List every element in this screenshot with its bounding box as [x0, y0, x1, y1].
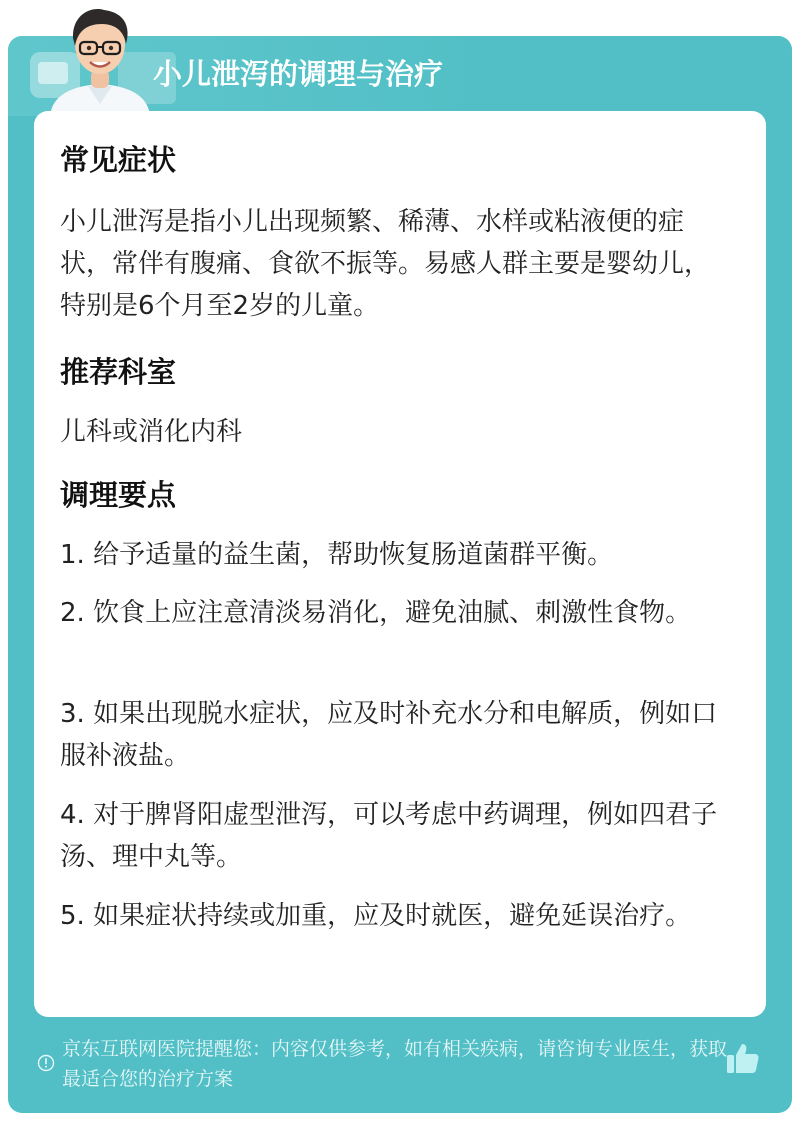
doctor-avatar-icon: [40, 0, 160, 116]
care-point-item: 2. 饮食上应注意清淡易消化，避免油腻、刺激性食物。: [60, 598, 692, 628]
thumbs-up-icon[interactable]: [724, 1040, 760, 1076]
care-point-item: 3. 如果出现脱水症状，应及时补充水分和电解质，例如口服补液盐。: [60, 699, 718, 771]
symptoms-paragraph: 小儿泄泻是指小儿出现频繁、稀薄、水样或粘液便的症状，常伴有腹痛、食欲不振等。易感人群主要是婴幼儿，特别是6个月至2岁的儿童。: [60, 207, 711, 321]
care-point-item: 4. 对于脾肾阳虚型泄泻，可以考虑中药调理，例如四君子汤、理中丸等。: [60, 800, 718, 872]
section-heading-symptoms: 常见症状: [60, 143, 177, 177]
info-icon: [37, 1054, 55, 1072]
department-paragraph: 儿科或消化内科: [60, 417, 243, 447]
section-heading-department: 推荐科室: [60, 355, 177, 389]
care-point-item: 1. 给予适量的益生菌，帮助恢复肠道菌群平衡。: [60, 540, 614, 570]
content-card: [34, 111, 766, 1017]
section-heading-care-points: 调理要点: [60, 478, 177, 512]
disclaimer-text: 京东互联网医院提醒您：内容仅供参考，如有相关疾病，请咨询专业医生，获取最适合您的治疗方案: [62, 1038, 728, 1090]
page-title: 小儿泄泻的调理与治疗: [153, 57, 444, 91]
care-point-item: 5. 如果症状持续或加重，应及时就医，避免延误治疗。: [60, 901, 692, 931]
